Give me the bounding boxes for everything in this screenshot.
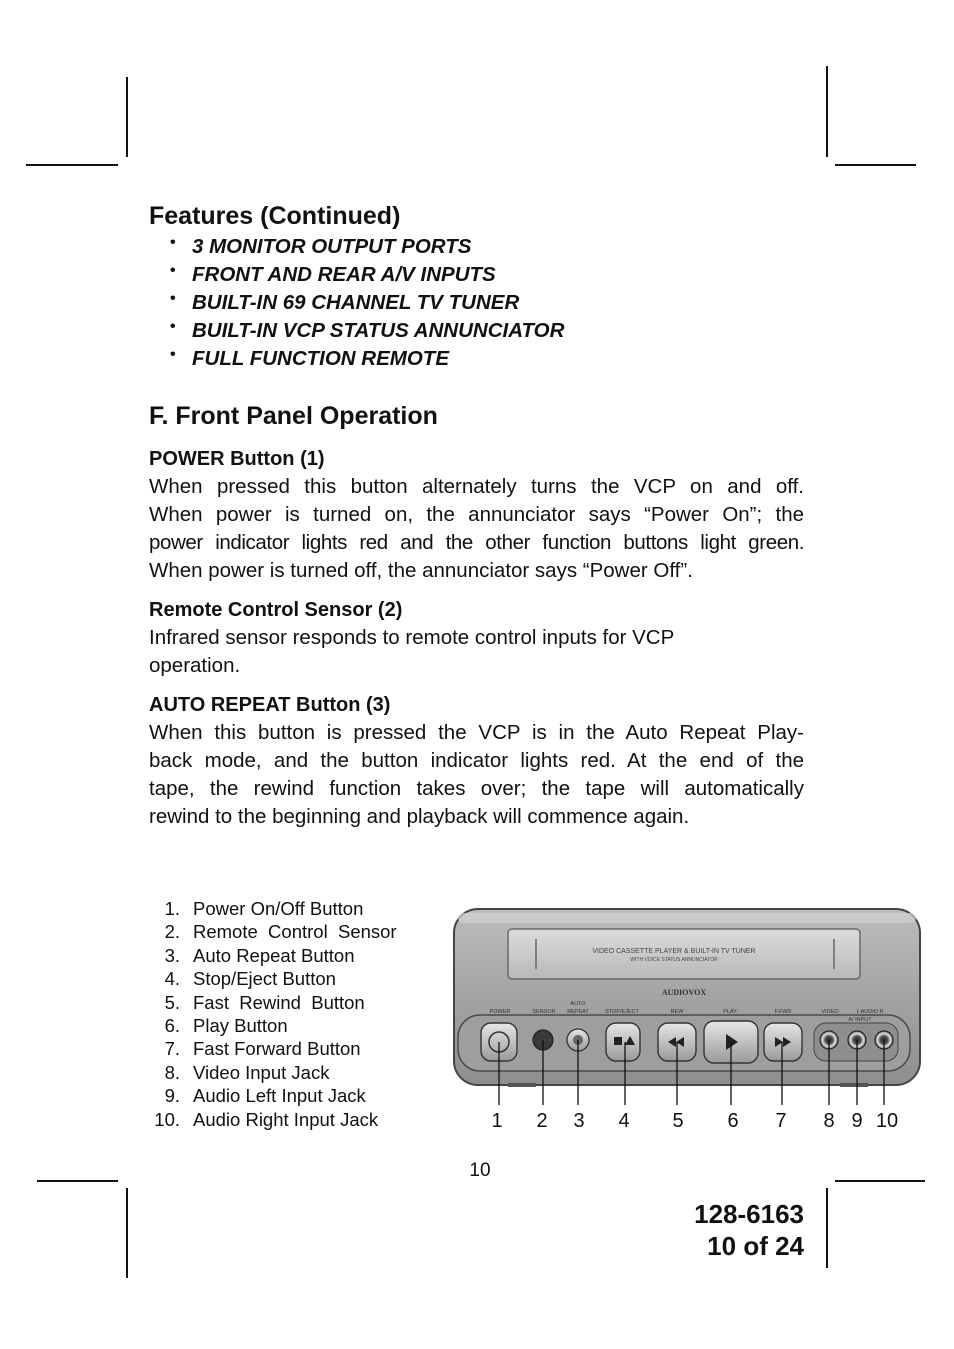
section-line: power indicator lights red and the other function buttons light green.	[149, 531, 804, 554]
device-foot	[840, 1083, 868, 1087]
parts-list-item: 6. Play Button	[164, 1014, 288, 1036]
callout-number: 10	[875, 1110, 899, 1132]
feature-item: • BUILT-IN VCP STATUS ANNUNCIATOR	[170, 318, 565, 342]
play-label: PLAY	[723, 1009, 737, 1015]
callout-number: 6	[727, 1110, 739, 1132]
callout-number: 1	[491, 1110, 503, 1132]
parts-list-item: 3. Auto Repeat Button	[164, 944, 355, 966]
parts-list-item: 1. Power On/Off Button	[164, 898, 364, 919]
repeat-label: REPEAT	[567, 1009, 589, 1015]
parts-list-item: 7. Fast Forward Button	[164, 1038, 361, 1060]
power-label: POWER	[489, 1009, 511, 1015]
parts-list-item: 10. Audio Right Input Jack	[154, 1108, 379, 1130]
crop-mark	[126, 1188, 128, 1278]
crop-mark	[126, 77, 128, 157]
feature-item: • 3 MONITOR OUTPUT PORTS	[170, 234, 472, 258]
section-line: When pressed this button alternately turns the VCP on and off.	[149, 475, 804, 498]
callout-number: 8	[823, 1110, 835, 1132]
callout-number: 4	[618, 1110, 630, 1132]
crop-mark	[835, 1180, 925, 1182]
section-line: back mode, and the button indicator lights red. At the end of the	[149, 749, 804, 772]
front-panel-heading: F. Front Panel Operation	[149, 402, 438, 430]
features-heading: Features (Continued)	[149, 202, 401, 230]
audio-label: L AUDIO R	[856, 1009, 884, 1015]
fast-forward-button[interactable]	[764, 1023, 802, 1061]
section-line: When this button is pressed the VCP is in the Auto Repeat Play-	[149, 721, 804, 744]
section-title: AUTO REPEAT Button (3)	[149, 694, 391, 716]
power-button-section	[149, 445, 804, 585]
features-list	[168, 233, 564, 373]
feature-item: • BUILT-IN 69 CHANNEL TV TUNER	[170, 290, 520, 314]
page-number: 10	[469, 1160, 491, 1181]
crop-mark	[826, 66, 828, 157]
parts-list-item: 2. Remote Control Sensor	[164, 921, 397, 943]
crop-mark	[835, 164, 916, 166]
section-line: tape, the rewind function takes over; the tape will automatically	[149, 777, 804, 800]
callout-number: 5	[672, 1110, 684, 1132]
auto-label: AUTO	[570, 1001, 586, 1007]
parts-list-item: 4. Stop/Eject Button	[164, 968, 336, 990]
section-line: operation.	[149, 654, 241, 677]
stop-icon	[614, 1037, 622, 1045]
parts-list-item: 9. Audio Left Input Jack	[164, 1085, 366, 1107]
callout-number: 3	[573, 1110, 585, 1132]
crop-mark	[26, 164, 118, 166]
section-title: Remote Control Sensor (2)	[149, 599, 403, 621]
remote-sensor-section	[149, 596, 804, 680]
parts-list-item: 8. Video Input Jack	[164, 1061, 330, 1083]
ffwd-label: F.FWD	[774, 1009, 792, 1015]
crop-mark	[826, 1188, 828, 1268]
feature-item: • FULL FUNCTION REMOTE	[170, 346, 449, 370]
rew-label: REW	[670, 1009, 684, 1015]
section-line: Infrared sensor responds to remote control inputs for VCP	[149, 626, 675, 649]
section-line: When power is turned on, the annunciator says “Power On”; the	[149, 503, 804, 526]
section-title: POWER Button (1)	[149, 448, 325, 470]
sensor-label: SENSOR	[532, 1009, 556, 1015]
feature-item: • FRONT AND REAR A/V INPUTS	[170, 262, 496, 286]
section-line: rewind to the beginning and playback will commence again.	[149, 805, 690, 828]
parts-list	[150, 897, 397, 1131]
video-label: VIDEO	[821, 1009, 839, 1015]
section-line: When power is turned off, the annunciator says “Power Off”.	[149, 559, 693, 582]
callout-number: 9	[851, 1110, 863, 1132]
av-input-label: A/ INPUT	[848, 1017, 872, 1023]
cassette-door	[508, 929, 860, 979]
callout-number: 7	[775, 1110, 787, 1132]
parts-list-item: 5. Fast Rewind Button	[164, 991, 365, 1013]
door-subtext: WITH VOICE STATUS ANNUNCIATOR	[630, 957, 718, 963]
door-text: VIDEO CASSETTE PLAYER & BUILT-IN TV TUNER	[592, 948, 756, 955]
crop-mark	[37, 1180, 118, 1182]
device-foot	[508, 1083, 536, 1087]
page-of-total: 10 of 24	[707, 1231, 804, 1261]
vcp-front-panel-illustration	[450, 905, 924, 1135]
brand-logo: AUDIOVOX	[661, 988, 707, 997]
callout-number: 2	[536, 1110, 548, 1132]
document-number: 128-6163	[694, 1199, 804, 1229]
stop-eject-button[interactable]	[606, 1023, 640, 1061]
stop-eject-label: STOP/EJECT	[605, 1009, 639, 1015]
auto-repeat-section	[149, 691, 804, 831]
